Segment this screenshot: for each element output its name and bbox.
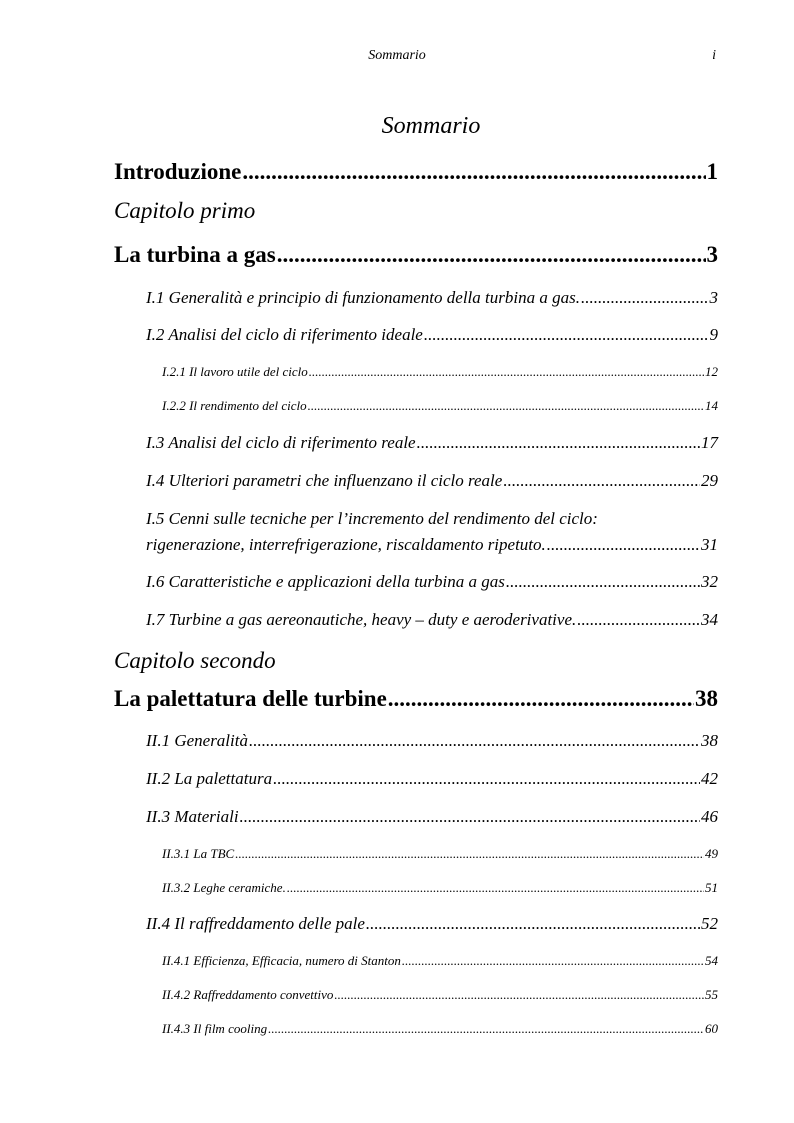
toc-entry-1-4[interactable] xyxy=(146,471,718,491)
dot-leader xyxy=(581,288,709,308)
running-header-title: Sommario xyxy=(368,48,426,63)
dot-leader xyxy=(417,433,700,453)
toc-entry-1-1[interactable] xyxy=(146,288,718,308)
dot-leader xyxy=(240,807,700,827)
toc-entry-1-7[interactable] xyxy=(146,610,718,630)
toc-entry-page: 46 xyxy=(701,807,718,826)
toc-entry-page: 51 xyxy=(705,880,718,895)
toc-entry-page: 12 xyxy=(705,364,718,379)
dot-leader xyxy=(503,471,700,491)
toc-entry-label: II.4.2 Raffreddamento convettivo xyxy=(162,987,334,1002)
toc-entry-1-3[interactable] xyxy=(146,433,718,453)
dot-leader xyxy=(366,914,700,934)
toc-entry-label: II.4.3 Il film cooling xyxy=(162,1021,268,1036)
toc-entry-label: II.1 Generalità xyxy=(146,731,248,750)
toc-entry-label: rigenerazione, interrefrigerazione, riscaldamento ripetuto. xyxy=(146,535,546,554)
toc-title: Sommario xyxy=(381,113,481,139)
toc-entry-label: I.3 Analisi del ciclo di riferimento reale xyxy=(146,433,416,452)
toc-entry-label: I.4 Ulteriori parametri che influenzano il ciclo reale xyxy=(146,471,503,490)
dot-leader xyxy=(506,572,700,592)
toc-entry-label: Introduzione xyxy=(114,159,242,184)
toc-entry-1-5-line1: I.5 Cenni sulle tecniche per l’incremento del rendimento del ciclo: xyxy=(146,509,598,528)
toc-entry-page: 49 xyxy=(705,846,718,861)
toc-entry-page: 34 xyxy=(701,610,718,629)
toc-entry-ch1-title[interactable] xyxy=(114,242,718,268)
toc-entry-page: 1 xyxy=(706,159,718,184)
toc-entry-label: La palettatura delle turbine xyxy=(114,686,387,711)
toc-entry-1-2-1[interactable] xyxy=(162,364,718,380)
chapter-heading-1: Capitolo primo xyxy=(114,198,256,223)
toc-entry-label: I.6 Caratteristiche e applicazioni della turbina a gas xyxy=(146,572,505,591)
toc-entry-2-2[interactable] xyxy=(146,769,718,789)
toc-entry-page: 31 xyxy=(701,535,718,554)
toc-entry-label: II.3.1 La TBC xyxy=(162,846,235,861)
toc-entry-label: II.2 La palettatura xyxy=(146,769,273,788)
toc-entry-2-4-1[interactable] xyxy=(162,953,718,969)
toc-entry-label: II.4.1 Efficienza, Efficacia, numero di Stanton xyxy=(162,953,401,968)
toc-entry-page: 29 xyxy=(701,471,718,490)
dot-leader xyxy=(268,1021,704,1037)
toc-entry-1-2-2[interactable] xyxy=(162,398,718,414)
toc-entry-page: 17 xyxy=(701,433,718,452)
toc-entry-page: 55 xyxy=(705,987,718,1002)
toc-entry-2-4-2[interactable] xyxy=(162,987,718,1003)
toc-entry-label: II.3 Materiali xyxy=(146,807,239,826)
dot-leader xyxy=(424,325,709,345)
toc-entry-label: I.2 Analisi del ciclo di riferimento ideale xyxy=(146,325,423,344)
toc-entry-label: I.7 Turbine a gas aereonautiche, heavy – duty e aeroderivative. xyxy=(146,610,577,629)
toc-entry-page: 38 xyxy=(701,731,718,750)
running-header-page-number: i xyxy=(712,48,716,63)
toc-entry-page: 60 xyxy=(705,1021,718,1036)
toc-entry-ch2-title[interactable] xyxy=(114,686,718,712)
dot-leader xyxy=(309,364,704,380)
dot-leader xyxy=(577,610,700,630)
toc-entry-page: 32 xyxy=(701,572,718,591)
dot-leader xyxy=(242,159,705,185)
toc-entry-1-5[interactable] xyxy=(146,535,718,555)
toc-entry-page: 54 xyxy=(705,953,718,968)
dot-leader xyxy=(277,242,706,268)
dot-leader xyxy=(287,880,704,896)
toc-entry-label: II.4 Il raffreddamento delle pale xyxy=(146,914,365,933)
toc-entry-2-3-2[interactable] xyxy=(162,880,718,896)
toc-entry-intro[interactable] xyxy=(114,159,718,185)
toc-entry-2-4-3[interactable] xyxy=(162,1021,718,1037)
dot-leader xyxy=(334,987,704,1003)
toc-entry-page: 42 xyxy=(701,769,718,788)
toc-entry-label: I.2.2 Il rendimento del ciclo xyxy=(162,398,307,413)
toc-entry-label: I.2.1 Il lavoro utile del ciclo xyxy=(162,364,308,379)
dot-leader xyxy=(308,398,704,414)
toc-entry-page: 3 xyxy=(709,288,718,307)
dot-leader xyxy=(235,846,704,862)
toc-entry-1-6[interactable] xyxy=(146,572,718,592)
toc-entry-page: 9 xyxy=(709,325,718,344)
toc-entry-1-2[interactable] xyxy=(146,325,718,345)
chapter-heading-2: Capitolo secondo xyxy=(114,648,276,673)
dot-leader xyxy=(249,731,700,751)
toc-entry-page: 3 xyxy=(706,242,718,267)
toc-entry-2-3[interactable] xyxy=(146,807,718,827)
toc-entry-page: 14 xyxy=(705,398,718,413)
toc-entry-2-3-1[interactable] xyxy=(162,846,718,862)
dot-leader xyxy=(547,535,700,555)
toc-entry-page: 38 xyxy=(695,686,718,711)
dot-leader xyxy=(388,686,694,712)
toc-entry-page: 52 xyxy=(701,914,718,933)
toc-entry-label: II.3.2 Leghe ceramiche. xyxy=(162,880,286,895)
dot-leader xyxy=(402,953,704,969)
dot-leader xyxy=(273,769,700,789)
toc-entry-label: I.1 Generalità e principio di funzionamento della turbina a gas. xyxy=(146,288,580,307)
toc-entry-label: La turbina a gas xyxy=(114,242,276,267)
toc-entry-2-1[interactable] xyxy=(146,731,718,751)
toc-entry-2-4[interactable] xyxy=(146,914,718,934)
